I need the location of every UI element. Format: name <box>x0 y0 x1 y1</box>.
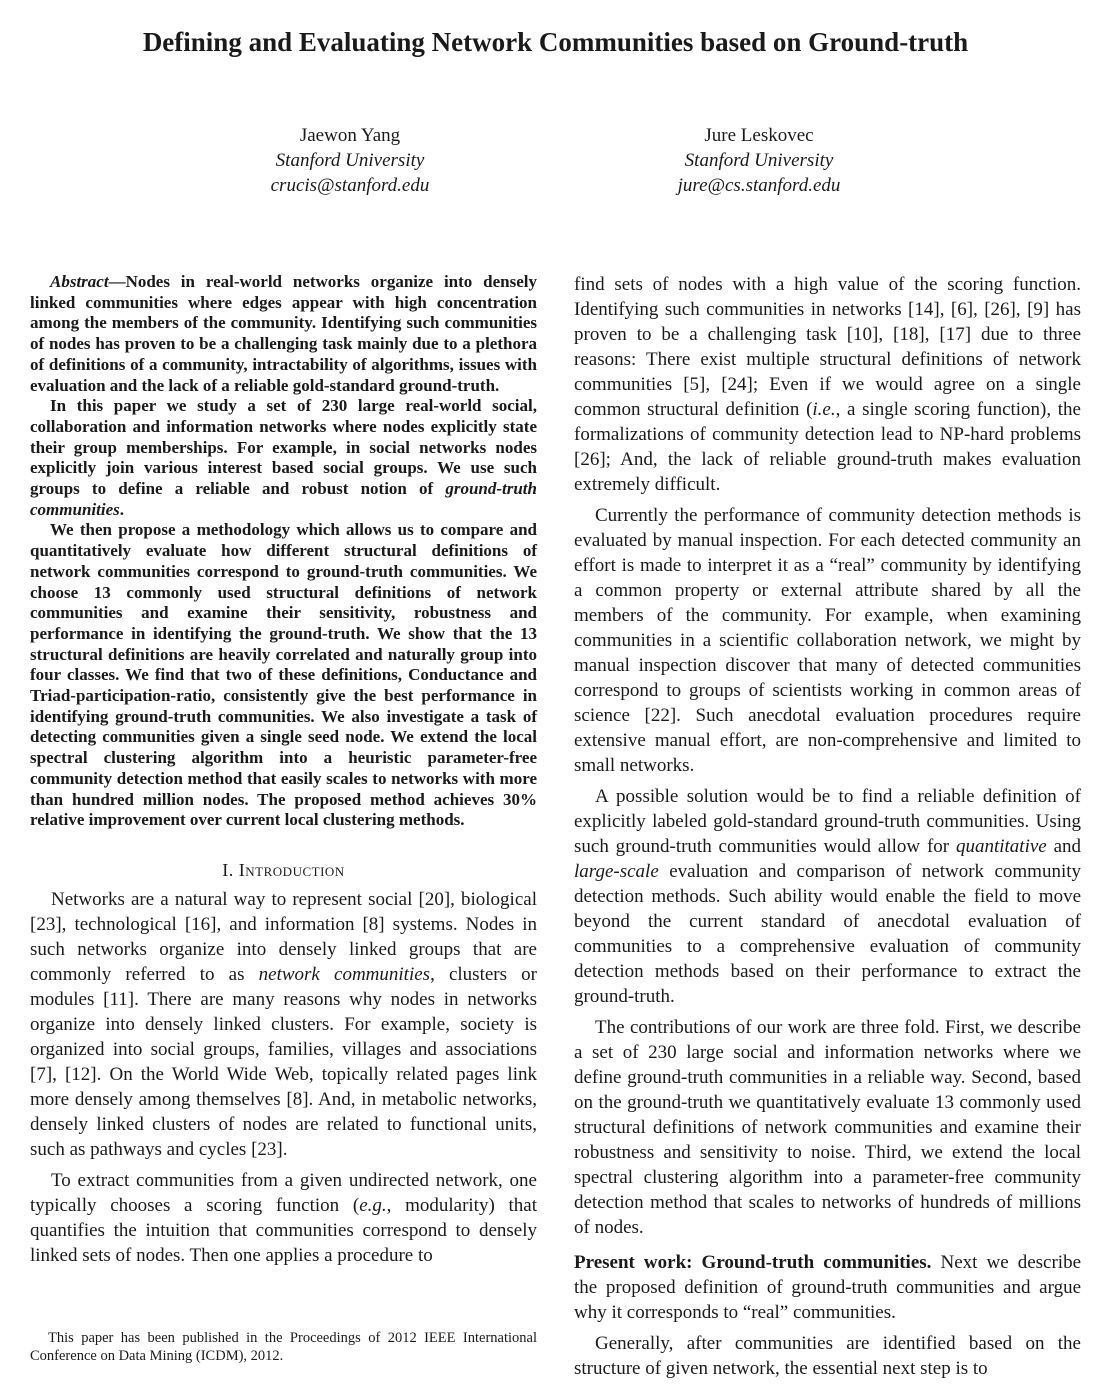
body-text: , clusters or modules [11]. There are many reasons why nodes in networks organize into densely linked clusters. For example, society is organized into social groups, families, villages and associations [7], [12]. On the World Wide Web, topically related pages link more densely among themselves [8]. And, in metabolic networks, densely linked clusters of nodes are related to functional units, such as pathways and cycles [23]. <box>30 963 538 1160</box>
body-paragraph: Currently the performance of community detection methods is evaluated by manual inspection. For each detected community an effort is made to interpret it as a “real” community by identifying a common property or external attribute shared by all the members of the community. For example, when examining communities in a scientific collaboration network, we might by manual inspection discover that many of detected communities correspond to groups of scientists working in common areas of science [22]. Such anecdotal evaluation procedures require extensive manual effort, are non-comprehensive and limited to small networks. <box>574 505 1081 776</box>
body-text: To extract communities from a given undirected network, one typically chooses a scoring function ( <box>30 1169 537 1216</box>
abstract-paragraph: We then propose a methodology which allows us to compare and quantitatively evaluate how different structural definitions of network communities correspond to ground-truth communities. We choose 13 commonly used structural definitions of network communities and examine their sensitivity, robustness and performance in identifying the ground-truth. We show that the 13 structural definitions are heavily correlated and naturally group into four classes. We find that two of these definitions, Conductance and Triad-participation-ratio, consistently give the best performance in identifying ground-truth communities. We also investigate a task of detecting communities given a single seed node. We extend the local spectral clustering algorithm into a heuristic parameter-free community detection method that easily scales to networks with more than hundred million nodes. The proposed method achieves 30% relative improvement over current local clustering methods. <box>30 520 537 830</box>
body-paragraph: The contributions of our work are three fold. First, we describe a set of 230 large social and information networks where we define ground-truth communities in a reliable way. Second, based on the ground-truth we quantitatively evaluate 13 commonly used structural definitions of network communities and examine their robustness and sensitivity to noise. Third, we extend the local spectral clustering algorithm into a parameter-free community detection method that scales to networks of hundreds of millions of nodes. <box>574 1017 1081 1238</box>
body-emphasis: network communities <box>258 963 431 985</box>
right-column <box>574 272 1081 1381</box>
body-paragraph <box>574 272 1081 497</box>
author-name: Jaewon Yang <box>299 125 401 146</box>
abstract-label: Abstract <box>50 272 109 291</box>
author-email: jure@cs.stanford.edu <box>677 175 841 196</box>
body-text: evaluation and comparison of network community detection methods. Such ability would enable the field to move beyond the current standard of anecdotal evaluation of communities to a comprehensive evaluation of community detection methods based on their performance to extract the ground-truth. <box>574 861 1082 1007</box>
section-heading <box>30 858 537 883</box>
left-column <box>30 272 537 1268</box>
footnote: This paper has been published in the Proceedings of 2012 IEEE International Conference on Data Mining (ICDM), 2012. <box>30 1330 537 1364</box>
abstract-emphasis: ground-truth communities <box>30 479 537 519</box>
section-title: Introduction <box>238 859 345 880</box>
body-emphasis: large-scale <box>574 861 659 882</box>
body-paragraph <box>574 1250 1081 1325</box>
body-paragraph <box>30 887 537 1162</box>
author-block <box>190 123 510 198</box>
abstract-text: . <box>119 499 124 519</box>
body-paragraph: Generally, after communities are identified based on the structure of given network, the essential next step is to <box>574 1333 1081 1379</box>
paper-title: Defining and Evaluating Network Communities based on Ground-truth <box>142 27 969 57</box>
author-block <box>599 123 919 198</box>
author-email: crucis@stanford.edu <box>270 175 430 196</box>
run-in-heading: Present work: Ground-truth communities. <box>574 1252 932 1273</box>
body-text: find sets of nodes with a high value of the scoring function. Identifying such communities in networks [14], [6], [26], [9] has proven to be a challenging task [10], [18], [17] due to three reasons: There exist multiple structural definitions of network communities [5], [24]; Even if we would agree on a single common structural definition ( <box>574 274 1081 420</box>
body-text: A possible solution would be to find a reliable definition of explicitly labeled gold-standard ground-truth communities. Using such ground-truth communities would allow for <box>574 786 1081 857</box>
body-text: , modularity) that quantifies the intuition that communities correspond to densely linked sets of nodes. Then one applies a procedure to <box>30 1194 537 1266</box>
abstract <box>30 272 537 831</box>
body-text: Networks are a natural way to represent social [20], biological [23], technological [16], and information [8] systems. Nodes in such networks organize into densely linked groups that are commonly referred to as <box>30 888 537 985</box>
author-affiliation: Stanford University <box>275 150 425 171</box>
abstract-paragraph: Abstract—Nodes in real-world networks organize into densely linked communities where edges appear with high concentration among the members of the community. Identifying such communities of nodes has proven to be a challenging task mainly due to a plethora of definitions of a community, intractability of algorithms, issues with evaluation and the lack of a reliable gold-standard ground-truth. <box>30 272 537 395</box>
abstract-paragraph <box>30 396 537 520</box>
body-paragraph <box>30 1168 537 1268</box>
abstract-text: Nodes in real-world networks organize into densely linked communities where edges appear with high concentration among the members of the community. Identifying such communities of nodes has proven to be a challenging task mainly due to a plethora of definitions of a community, intractability of algorithms, issues with evaluation and the lack of a reliable gold-standard ground-truth. <box>30 272 537 395</box>
abstract-text: In this paper we study a set of 230 large real-world social, collaboration and information networks where nodes explicitly state their group memberships. For example, in social networks nodes explicitly join various interest based social groups. We use such groups to define a reliable and robust notion of <box>30 396 537 499</box>
body-text: and <box>1053 836 1081 857</box>
section-number: I. <box>222 859 234 880</box>
body-paragraph <box>574 784 1081 1009</box>
body-emphasis: quantitative <box>955 836 1047 857</box>
body-text: , a single scoring function), the formalizations of community detection lead to NP-hard problems [26]; And, the lack of reliable ground-truth makes evaluation extremely difficult. <box>574 399 1081 495</box>
body-text: Next we describe the proposed definition of ground-truth communities and argue why it corresponds to “real” communities. <box>574 1252 1082 1323</box>
body-emphasis: e.g. <box>359 1194 387 1216</box>
author-name: Jure Leskovec <box>704 125 814 146</box>
body-emphasis: i.e. <box>812 399 836 420</box>
author-affiliation: Stanford University <box>684 150 834 171</box>
